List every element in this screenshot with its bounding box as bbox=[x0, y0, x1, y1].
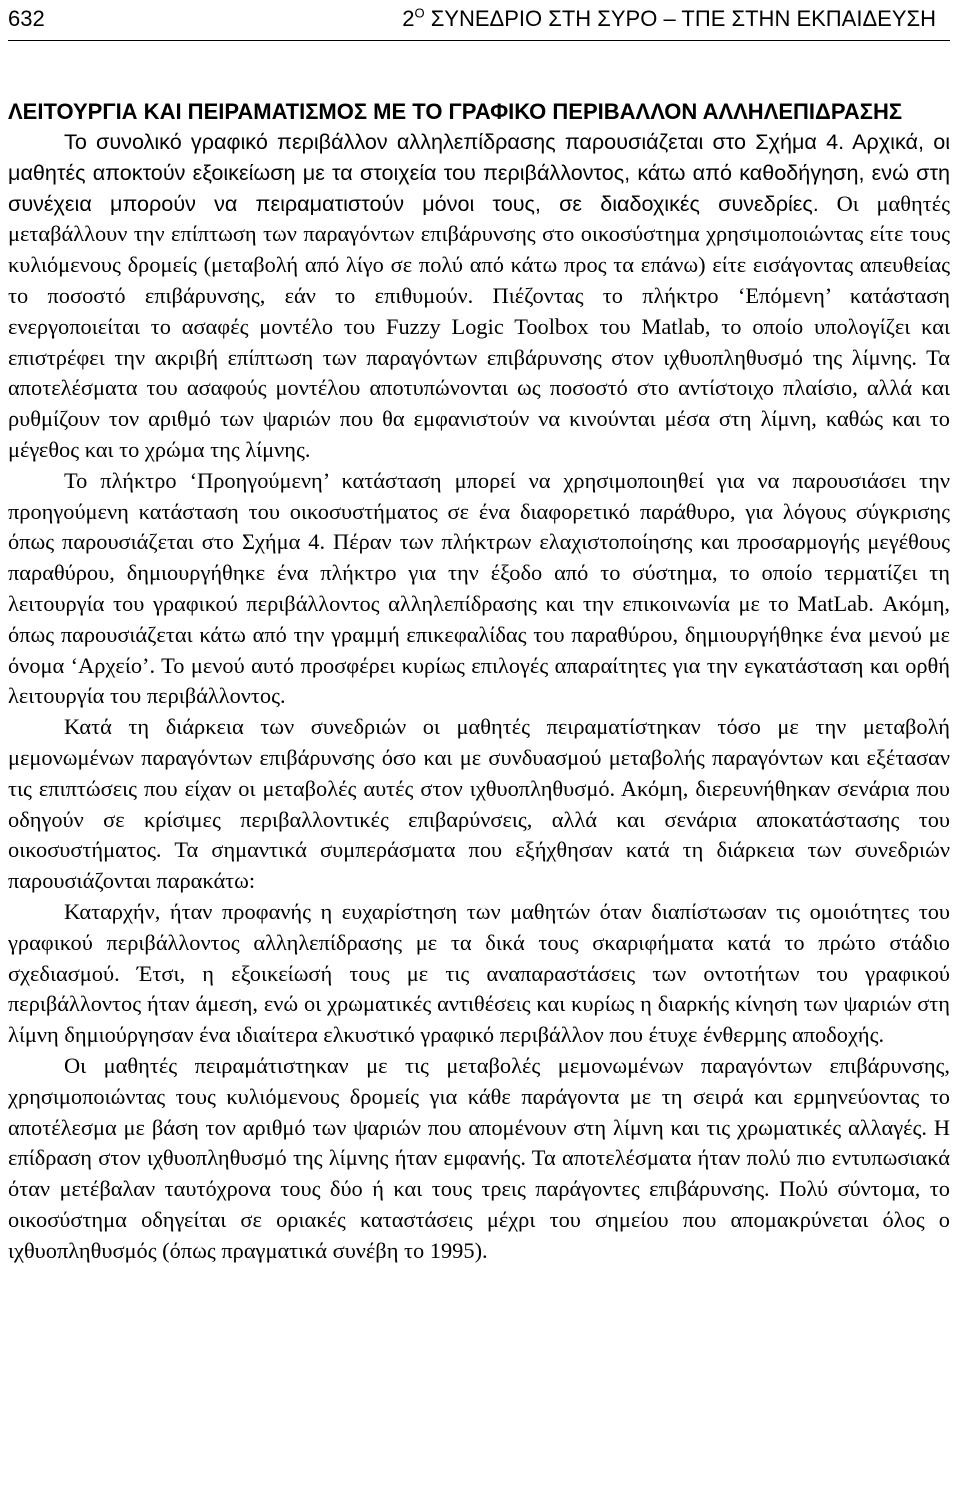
body-text bbox=[8, 127, 950, 1266]
conference-name: ΣΥΝΕΔΡΙΟ ΣΤΗ ΣΥΡΟ – ΤΠΕ ΣΤΗΝ ΕΚΠΑΙΔΕΥΣΗ bbox=[424, 6, 936, 31]
page-number: 632 bbox=[8, 6, 45, 31]
conference-title bbox=[402, 4, 950, 34]
paragraph-1-intro: Το συνολικό γραφικό περιβάλλον αλληλεπίδρασης παρουσιάζεται στο Σχήμα 4. Αρχικά, οι μαθητές αποκτούν εξοικείωση με τα στοιχεία του περιβάλλοντος, κάτω από καθοδήγηση, ενώ στη συνέχεια μπορούν να πειραματιστούν μόνοι τους, σε διαδοχικές συνεδρίες. bbox=[8, 129, 950, 216]
paragraph-4: Καταρχήν, ήταν προφανής η ευχαρίστηση των μαθητών όταν διαπίστωσαν τις ομοιότητες του γραφικού περιβάλλοντος αλληλεπίδρασης με τα δικά τους σκαριφήματα κατά το πρώτο στάδιο σχεδιασμού. Έτσι, η εξοικείωσή τους με τις αναπαραστάσεις των οντοτήτων του γραφικού περιβάλλοντος ήταν άμεση, ενώ οι χρωματικές αντιθέσεις και κυρίως η διαρκής κίνηση των ψαριών στη λίμνη δημιούργησαν ένα ιδιαίτερα ελκυστικό γραφικό περιβάλλον που έτυχε ένθερμης αποδοχής. bbox=[8, 898, 950, 1048]
conference-number: 2 bbox=[402, 6, 415, 31]
paragraph-2: Το πλήκτρο ‘Προηγούμενη’ κατάσταση μπορεί να χρησιμοποιηθεί για να παρουσιάσει την προηγούμενη κατάσταση του οικοσυστήματος σε ένα διαφορετικό παράθυρο, για λόγους σύγκρισης όπως παρουσιάζεται στο Σχήμα 4. Πέραν των πλήκτρων ελαχιστοποίησης και προσαρμογής μεγέθους παραθύρου, δημιουργήθηκε ένα πλήκτρο για την έξοδο από το σύστημα, το οποίο τερματίζει τη λειτουργία του γραφικού περιβάλλοντος αλληλεπίδρασης και την επικοινωνία με το MatLab. Ακόμη, όπως παρουσιάζεται κάτω από την γραμμή επικεφαλίδας του παραθύρου, δημιουργήθηκε ένα μενού με όνομα ‘Αρχείο’. Το μενού αυτό προσφέρει κυρίως επιλογές απαραίτητες για την εγκατάσταση και ορθή λειτουργία του περιβάλλοντος. bbox=[8, 467, 950, 709]
page bbox=[8, 0, 950, 1266]
running-header bbox=[8, 0, 950, 41]
paragraph-3: Κατά τη διάρκεια των συνεδριών οι μαθητές πειραματίστηκαν τόσο με την μεταβολή μεμονωμένων παραγόντων επιβάρυνσης όσο και με συνδυασμού μεταβολής παραγόντων και εξέτασαν τις επιπτώσεις που είχαν οι μεταβολές αυτές στον ιχθυοπληθυσμό. Ακόμη, διερευνήθηκαν σενάρια που οδηγούν σε κρίσιμες περιβαλλοντικές επιβαρύνσεις, αλλά και σενάρια αποκατάστασης του οικοσυστήματος. Τα σημαντικά συμπεράσματα που εξήχθησαν κατά τη διάρκεια των συνεδριών παρουσιάζονται παρακάτω: bbox=[8, 714, 950, 894]
section-title: ΛΕΙΤΟΥΡΓΙΑ ΚΑΙ ΠΕΙΡΑΜΑΤΙΣΜΟΣ ΜΕ ΤΟ ΓΡΑΦΙΚΟ ΠΕΡΙΒΑΛΛΟΝ ΑΛΛΗΛΕΠΙΔΡΑΣΗΣ bbox=[8, 99, 903, 124]
paragraph-1 bbox=[8, 127, 950, 466]
conference-ordinal: Ο bbox=[414, 5, 425, 21]
paragraph-1-rest: Οι μαθητές μεταβάλλουν την επίπτωση των παραγόντων επιβάρυνσης στο οικοσύστημα χρησιμοποιώντας είτε τους κυλιόμενους δρομείς (μεταβολή από λίγο σε πολύ από κάτω προς τα επάνω) είτε εισάγοντας απευθείας το ποσοστό επιβάρυνσης, εάν το επιθυμούν. Πιέζοντας το πλήκτρο ‘Επόμενη’ κατάσταση ενεργοποιείται το ασαφές μοντέλο του Fuzzy Logic Toolbox του Matlab, το οποίο υπολογίζει και επιστρέφει την ακριβή επίπτωση των παραγόντων επιβάρυνσης στον ιχθυοπληθυσμό της λίμνης. Τα αποτελέσματα του ασαφούς μοντέλου αποτυπώνονται ως ποσοστό στο αντίστοιχο πλαίσιο, αλλά και ρυθμίζουν τον αριθμό των ψαριών που θα εμφανιστούν να κινούνται μέσα στη λίμνη, καθώς και το μέγεθος και το χρώμα της λίμνης. bbox=[8, 190, 950, 462]
paragraph-5: Οι μαθητές πειραμάτιστηκαν με τις μεταβολές μεμονωμένων παραγόντων επιβάρυνσης, χρησιμοποιώντας τους κυλιόμενους δρομείς για κάθε παράγοντα με τη σειρά και ερμηνεύοντας το αποτέλεσμα με βάση τον αριθμό των ψαριών που απομένουν στη λίμνη και τις χρωματικές αλλαγές. Η επίδραση στον ιχθυοπληθυσμό της λίμνης ήταν εμφανής. Τα αποτελέσματα ήταν πολύ πιο εντυπωσιακά όταν μετέβαλαν ταυτόχρονα τους δύο ή και τους τρεις παράγοντες επιβάρυνσης. Πολύ σύντομα, το οικοσύστημα οδηγείται σε οριακές καταστάσεις μέχρι του σημείου που απομακρύνεται όλος ο ιχθυοπληθυσμός (όπως πραγματικά συνέβη το 1995). bbox=[8, 1052, 950, 1263]
